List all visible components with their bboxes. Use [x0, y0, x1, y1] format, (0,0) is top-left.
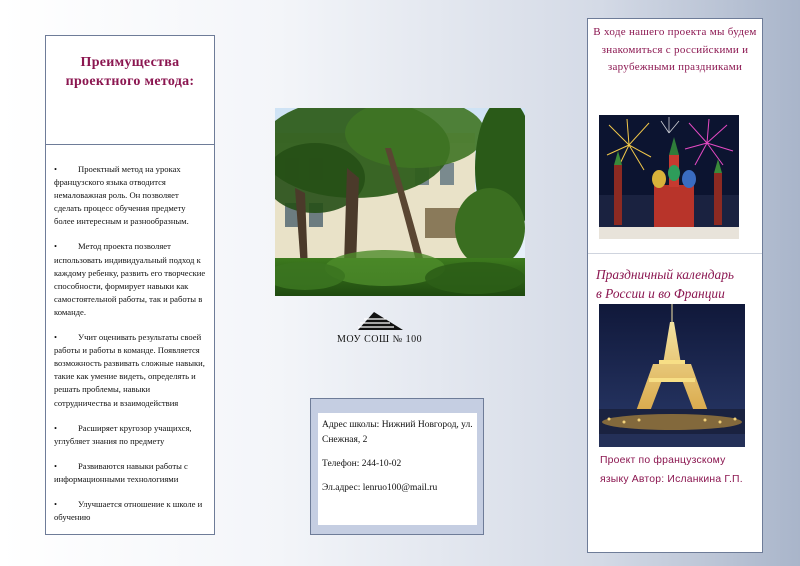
eiffel-tower-icon [599, 304, 745, 447]
bullet-icon: • [54, 422, 58, 433]
bullet-icon: • [54, 241, 58, 252]
project-author: Проект по французскому языку Автор: Исланкина Г.П. [600, 455, 743, 485]
divider [46, 144, 214, 145]
kremlin-fireworks-icon [599, 115, 739, 239]
school-logo [356, 311, 404, 336]
school-photo [275, 108, 525, 296]
advantages-title: Преимущества проектного метода: [65, 55, 195, 89]
school-email: Эл.адрес: lenruo100@mail.ru [322, 483, 438, 493]
list-item: • Расширяет кругозор учащихся, углубляет знания по предмету [54, 422, 192, 446]
school-address: Адрес школы: Нижний Новгород, ул. Снежная, 2 [322, 420, 473, 445]
divider [588, 253, 762, 254]
project-intro: В ходе нашего проекта мы будем знакомиться с российскими и зарубежными праздниками [593, 26, 757, 73]
list-item: • Проектный метод на уроках французского языка отводится немаловажная роль. Он позволяет сделать процесс обучения предмету более интересным и разнообразным. [54, 164, 189, 227]
school-phone: Телефон: 244-10-02 [322, 459, 402, 469]
bullet-icon: • [54, 498, 58, 509]
school-building-image [275, 108, 525, 296]
list-item: • Развиваются навыки работы с информационными технологиями [54, 460, 188, 484]
advantages-list [46, 163, 214, 536]
logo-pyramid-icon [356, 311, 404, 331]
eiffel-tower-image [599, 304, 745, 447]
moscow-fireworks-image [599, 115, 739, 239]
project-panel [587, 18, 763, 553]
bullet-icon: • [54, 164, 58, 174]
bullet-icon: • [54, 332, 58, 343]
address-frame [310, 398, 484, 535]
advantages-panel [45, 35, 215, 535]
bullet-icon: • [54, 460, 58, 471]
contact-info [318, 413, 477, 525]
list-item: • Учит оценивать результаты своей работы и работы в команде. Появляется возможность развивать сложные навыки, такие как умение видеть, определять и решать проблемы, навыки сотрудничества и взаимодействия [54, 332, 205, 408]
list-item: • Метод проекта позволяет использовать индивидуальный подход к каждому ребенку, развить его творческие способности, формирует навыки как самостоятельной работы, так и работы в команде. [54, 241, 206, 317]
school-name: МОУ СОШ № 100 [337, 334, 423, 345]
calendar-title: Праздничный календарь в России и во Франции [596, 267, 735, 301]
list-item: • Улучшается отношение к школе и обучению [54, 498, 203, 523]
